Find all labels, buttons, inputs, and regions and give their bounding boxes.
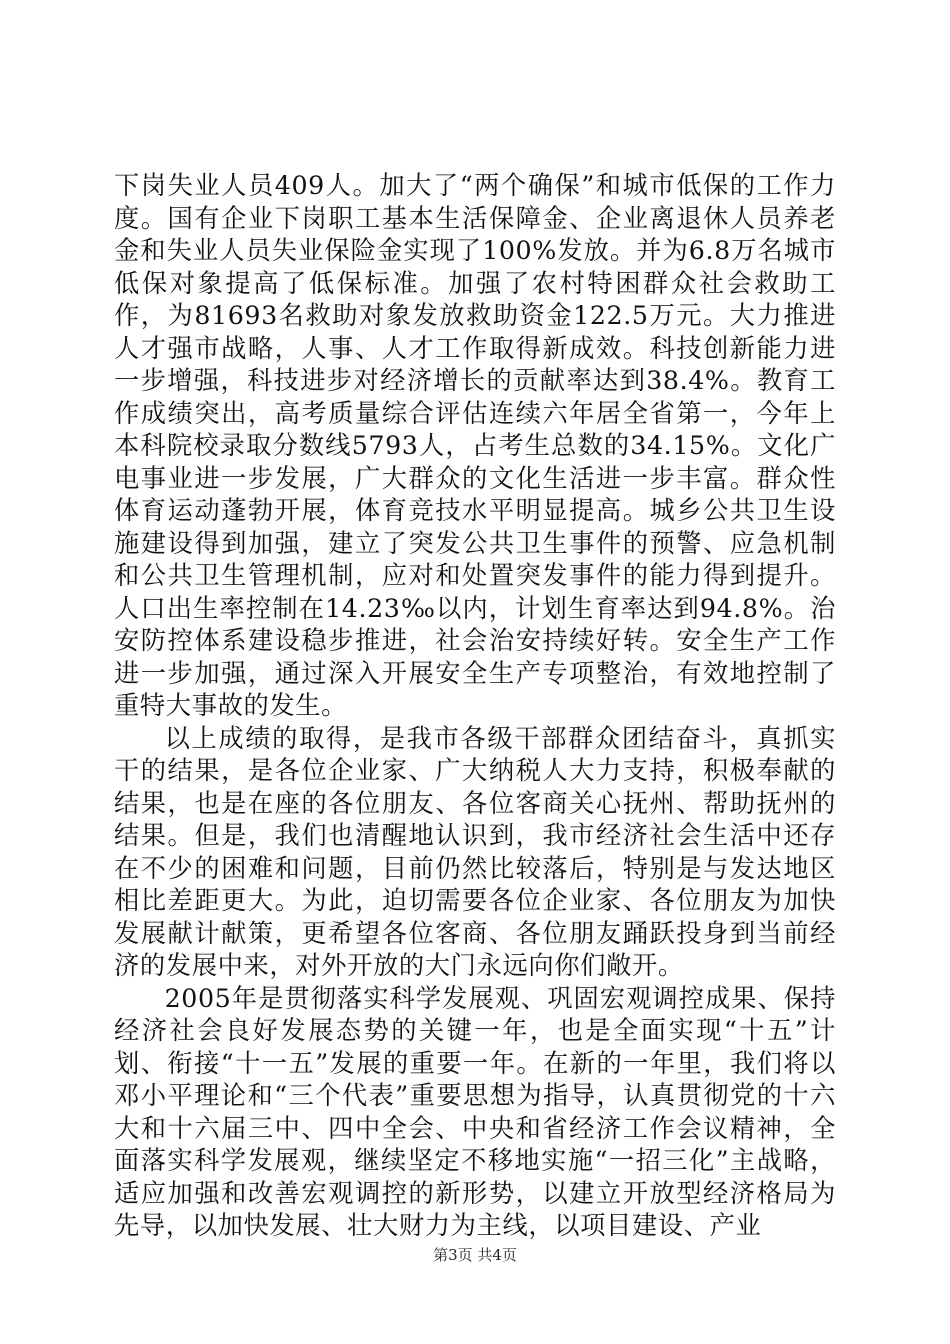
paragraph-achievements-summary: 以上成绩的取得，是我市各级干部群众团结奋斗，真抓实干的结果，是各位企业家、广大纳税人大力支持，积极奉献的结果，也是在座的各位朋友、各位客商关心抚州、帮助抚州的结果。但是，我们也清醒地认识到，我市经济社会生活中还存在不少的困难和问题，目前仍然比较落后，特别是与发达地区相比差距更大。为此，迫切需要各位企业家、各位朋友为加快发展献计献策，更希望各位客商、各位朋友踊跃投身到当前经济的发展中来，对外开放的大门永远向你们敞开。	[114, 723, 836, 980]
paragraph-2005-plan: 2005年是贯彻落实科学发展观、巩固宏观调控成果、保持经济社会良好发展态势的关键一年，也是全面实现“十五”计划、衔接“十一五”发展的重要一年。在新的一年里，我们将以邓小平理论和“三个代表”重要思想为指导，认真贯彻党的十六大和十六届三中、四中全会、中央和省经济工作会议精神，全面落实科学发展观，继续坚定不移地实施“一招三化”主战略，适应加强和改善宏观调控的新形势，以建立开放型经济格局为先导，以加快发展、壮大财力为主线，以项目建设、产业	[114, 983, 836, 1240]
paragraph-continuation: 下岗失业人员409人。加大了“两个确保”和城市低保的工作力度。国有企业下岗职工基本生活保障金、企业离退休人员养老金和失业人员失业保险金实现了100%发放。并为6.8万名城市低保对象提高了低保标准。加强了农村特困群众社会救助工作，为81693名救助对象发放救助资金122.5万元。大力推进人才强市战略，人事、人才工作取得新成效。科技创新能力进一步增强，科技进步对经济增长的贡献率达到38.4%。教育工作成绩突出，高考质量综合评估连续六年居全省第一，今年上本科院校录取分数线5793人，占考生总数的34.15%。文化广电事业进一步发展，广大群众的文化生活进一步丰富。群众性体育运动蓬勃开展，体育竞技水平明显提高。城乡公共卫生设施建设得到加强，建立了突发公共卫生事件的预警、应急机制和公共卫生管理机制，应对和处置突发事件的能力得到提升。人口出生率控制在14.23‰以内，计划生育率达到94.8%。治安防控体系建设稳步推进，社会治安持续好转。安全生产工作进一步加强，通过深入开展安全生产专项整治，有效地控制了重特大事故的发生。	[114, 171, 836, 720]
document-body	[114, 170, 836, 1243]
page-footer: 第3页 共4页	[433, 1246, 517, 1264]
